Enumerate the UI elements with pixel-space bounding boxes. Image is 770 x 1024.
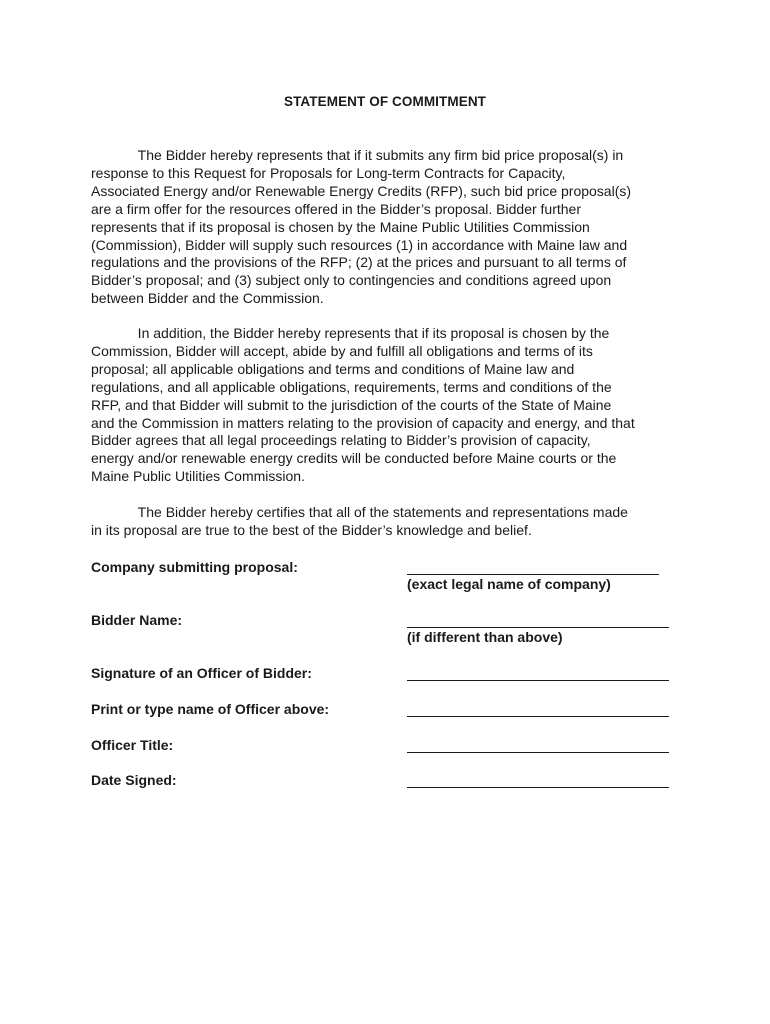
field-note: (if different than above) <box>407 629 563 645</box>
field-date-signed <box>91 772 691 812</box>
field-company-submitting <box>91 559 691 599</box>
company-name-signature-line[interactable] <box>407 559 659 575</box>
field-officer-signature <box>91 665 691 705</box>
officer-signature-line[interactable] <box>407 665 669 681</box>
paragraph-certification: The Bidder hereby certifies that all of the statements and representations made in its proposal are true to the best of the Bidder’s knowledge and belief. <box>91 504 628 538</box>
officer-title-line[interactable] <box>407 737 669 753</box>
field-bidder-name <box>91 612 691 652</box>
field-officer-title <box>91 737 691 777</box>
field-label: Date Signed: <box>91 772 177 788</box>
bidder-name-signature-line[interactable] <box>407 612 669 628</box>
field-officer-printed-name <box>91 701 691 741</box>
document-title: STATEMENT OF COMMITMENT <box>283 94 487 109</box>
paragraph-obligations: In addition, the Bidder hereby represents that if its proposal is chosen by the Commission, Bidder will accept, abide by and fulfill all obligations and terms of its proposal; all applicable obligations and terms and conditions of Maine law and regulations, and all applicable obligations, requirements, terms and conditions of the RFP, and that Bidder will submit to the jurisdiction of the courts of the State of Maine and the Commission in matters relating to the provision of capacity and energy, and that Bidder agrees that all legal proceedings relating to Bidder’s provision of capacity, energy and/or renewable energy credits will be conducted before Maine courts or the Maine Public Utilities Commission. <box>91 325 635 485</box>
paragraph-bid-representation: The Bidder hereby represents that if it submits any firm bid price proposal(s) in response to this Request for Proposals for Long-term Contracts for Capacity, Associated Energy and/or Renewable Energy Credits (RFP), such bid price proposal(s) are a firm offer for the resources offered in the Bidder’s proposal. Bidder further represents that if its proposal is chosen by the Maine Public Utilities Commission (Commission), Bidder will supply such resources (1) in accordance with Maine law and regulations and the provisions of the RFP; (2) at the prices and pursuant to all terms of Bidder’s proposal; and (3) subject only to contingencies and conditions agreed upon between Bidder and the Commission. <box>91 147 632 307</box>
field-label: Company submitting proposal: <box>91 559 298 575</box>
field-note: (exact legal name of company) <box>407 576 611 592</box>
field-label: Print or type name of Officer above: <box>91 701 330 717</box>
field-label: Signature of an Officer of Bidder: <box>91 665 312 681</box>
date-signed-line[interactable] <box>407 772 669 788</box>
officer-printed-name-line[interactable] <box>407 701 669 717</box>
field-label: Officer Title: <box>91 737 174 753</box>
field-label: Bidder Name: <box>91 612 183 628</box>
